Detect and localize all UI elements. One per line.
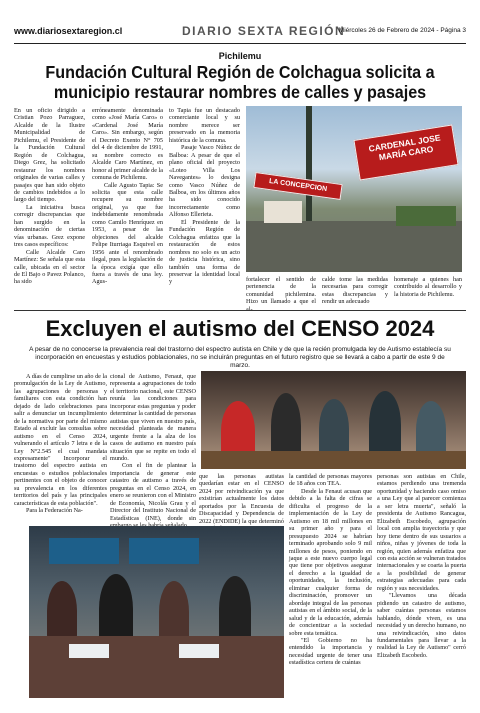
article2-column-5 bbox=[377, 473, 466, 659]
paragraph: La iniciativa busca corregir discrepancias que han surgido en la denominación de ciertas vías urbanas. Grez expone tres casos específicos: bbox=[14, 203, 85, 249]
paragraph: erróneamente denominada como «José María Caro» o «Cardenal José María Caro». Sin embargo, según el Decreto Exento N° 705 del 4 de diciembre de 1991, su nombre correcto es Alcalde Caro Martínez, en honor al primer alcalde de la comuna de Pichilemu. bbox=[92, 107, 163, 182]
paragraph: fortalecer el sentido de pertenencia de la comunidad pichilemina. Hizo un llamado a que el bbox=[246, 276, 316, 306]
masthead: DIARIO SEXTA REGIÓN bbox=[182, 24, 346, 38]
paragraph: Pasaje Vasco Núñez de Balboa: A pesar de que el plano oficial del proyecto «Loteo Villa Los Navegantes» lo designa como Vasco Núñez de Balboa, en los últimos años ha sido conocido incorrectamente como Alfonso Ellerieta. bbox=[169, 144, 240, 219]
paragraph: la cantidad de personas mayores de 18 años con TEA. bbox=[289, 473, 372, 488]
paragraph: Desde la Fenaut acusan que debido a la falta de cifras se dificulta el progreso de la implementación de la Ley de Autismo en 18 mil millones en su primer año y para el presupuesto 2024 se habrían terminado aprobando solo 9 mil millones de pesos, poniendo en jaque a este nuevo cuerpo legal que tiene por objetivos asegurar el derecho a la igualdad de oportunidades, la inclusión, eliminar cualquier forma de discriminación, promover un abordaje integral de las personas autistas en el ámbito social, de la salud y de la educación, además de concientizar a la sociedad sobre esta temática. bbox=[289, 487, 372, 637]
paragraph: que las personas autistas quedarían estar en el CENSO 2024 por reivindicación ya que existirían actualmente los datos aportados por la Encuesta de Discapacidad y Dependencia de 2022 (ENDIDE) la que determinó bbox=[199, 473, 284, 525]
paragraph: cional de Autismo, Fenaut, que representa a agrupaciones de todo el territorio nacional, este CENSO reunía las condiciones para incorporar estas preguntas y poder determinar la cantidad de personas autistas que viven en nuestro país, necesidad planteada de manera urgente frente a la alza de los casos de autismo en nuestro país situación que se repite en todo el mundo. bbox=[110, 373, 196, 462]
paragraph: En un oficio dirigido a Cristian Pozo Parraguez, Alcalde de la Ilustre Municipalidad de Pichilemu, el Presidente de la Fundación Cultural Región de Colchagua, Diego Grez, ha solicitado restaurar los nombres originales de varias calles y pasajes que han sido objeto de cambios indebidos a lo largo del tiempo. bbox=[14, 107, 85, 204]
paragraph: Calle Alcalde Caro Martínez: Se señala que esta calle, ubicada en el sector de El Bajo o Pavez Polanco, ha sido bbox=[14, 248, 85, 286]
article1-column-2 bbox=[92, 107, 163, 286]
paragraph: Para la Federación Na- bbox=[26, 507, 83, 515]
paragraph: A días de cumplirse un año de la promulgación de la Ley de Autismo, las agrupaciones de personas y familiares con esta condición han dejado de lado celebraciones para salir a denunciar un incumplimiento de la normativa por parte del mismo Estado al excluir las consultas sobre autismo en el Censo 2024, vulnerando el artículo 7 letra e de la Ley N°2.545 el cual mandata expresamente" Incorporar el trastorno del espectro autista en encuestas o estudios poblacionales pertinentes con el objeto de conocer su prevalencia en los diferentes territorios del país y las principales características de esta población". bbox=[14, 373, 107, 507]
article1-kicker: Pichilemu bbox=[218, 51, 262, 61]
street-sign-photo bbox=[246, 106, 462, 272]
section-divider bbox=[14, 310, 466, 311]
meeting-photo bbox=[201, 371, 466, 469]
paragraph: Calle Agusto Tapia: Se solicita que esta calle recupere su nombre original, ya que fue indebidamente renombrada como Camilo Henríquez en 1953, a pesar de las objeciones del alcalde Felipe Iturriaga Esquivel en 1956 ante el renombrado ilegal, pues la legislación de la época exigía que ello fuera a través de una ley. Agus- bbox=[92, 181, 163, 286]
sign-concepcion: LA CONCEPCION bbox=[253, 172, 342, 200]
article2-column-1 bbox=[14, 373, 107, 515]
article2-column-4 bbox=[289, 473, 372, 667]
paragraph: homenaje a quienes han contribuido al desarrollo y la historia de Pichilemu. bbox=[394, 276, 462, 298]
sign-cardenal: CARDENAL JOSE MARÍA CARO bbox=[353, 124, 458, 180]
article1-column-4 bbox=[246, 276, 316, 313]
date-page: Miércoles 26 de Febrero de 2024 - Página 3 bbox=[338, 27, 466, 34]
paragraph: "El Gobierno no ha entendido la importancia y necesidad urgente de tener una estadística certera de cuántas bbox=[289, 636, 372, 667]
paragraph: "Llevamos una década pidiendo un catastro de autismo, saber cuántas personas estamos hablando, dónde viven, es una necesidad y un derecho humano, no una reivindicación, sino datos fundamentales para llevar a la realidad la Ley de Autismo" cerró Elizabeth Escobedo. bbox=[377, 592, 466, 659]
paragraph: calde tome las medidas necesarias para corregir estas discrepancias y rendir un adecuado bbox=[322, 276, 388, 306]
website-url: www.diariosextaregion.cl bbox=[14, 26, 123, 36]
article1-headline: Fundación Cultural Región de Colchagua solicita a municipio restaurar nombres de calles y pasajes bbox=[45, 62, 435, 102]
header-rule bbox=[14, 43, 466, 44]
article2-column-3 bbox=[199, 473, 284, 533]
paragraph: personas son autistas en Chile, estamos perdiendo una tremenda oportunidad y haciendo caso omiso a una Ley que al parecer comienza a ser letra muerta", señaló la presidenta de Autismo Rancagua, Elizabeth Escobedo, agrupación local con amplia trayectoria y que hoy tiene dentro de sus usuarios a niños, niñas y jóvenes de toda la región, quien además enfatiza que con esta acción se vulneran tratados internacionales y se coarta la puerta a la posibilidad de generar estrategias adecuadas para cada región y sus necesidades. bbox=[377, 473, 466, 592]
paragraph: Con el fin de plantear la importancia de generar este catastro de autismo a través de preguntas en el Censo 2024, en enero se reunieron con el Ministro de Economía, Nicolás Grau y el Director del Instituto Nacional de Estadísticas (INE), donde sin bbox=[110, 462, 196, 522]
article1-column-5 bbox=[322, 276, 388, 306]
conference-photo bbox=[29, 526, 284, 698]
paragraph: El Presidente de la Fundación Región de Colchagua enfatiza que la restauración de estos nombres no solo es un acto de justicia histórica, sino también una forma de preservar la identidad local y bbox=[169, 218, 240, 286]
article1-column-6 bbox=[394, 276, 462, 298]
page-header bbox=[14, 24, 466, 42]
article2-column-2 bbox=[110, 373, 196, 530]
article2-lead: A pesar de no conocerse la prevalencia real del trastorno del espectro autista en Chile y de que la recién promulgada ley de Autismo establecía su incorporación en encuestas y estudios poblacionales, no se incluirán preguntas en el futuro registro que se llevará a cabo a partir de este 9 de marzo. bbox=[29, 346, 451, 369]
article1-column-3 bbox=[169, 107, 240, 286]
paragraph: to Tapia fue un destacado comerciante local y su nombre merece ser preservado en la memoria histórica de la comuna. bbox=[169, 107, 240, 144]
article2-headline: Excluyen el autismo del CENSO 2024 bbox=[45, 316, 435, 341]
article1-column-1 bbox=[14, 107, 85, 286]
